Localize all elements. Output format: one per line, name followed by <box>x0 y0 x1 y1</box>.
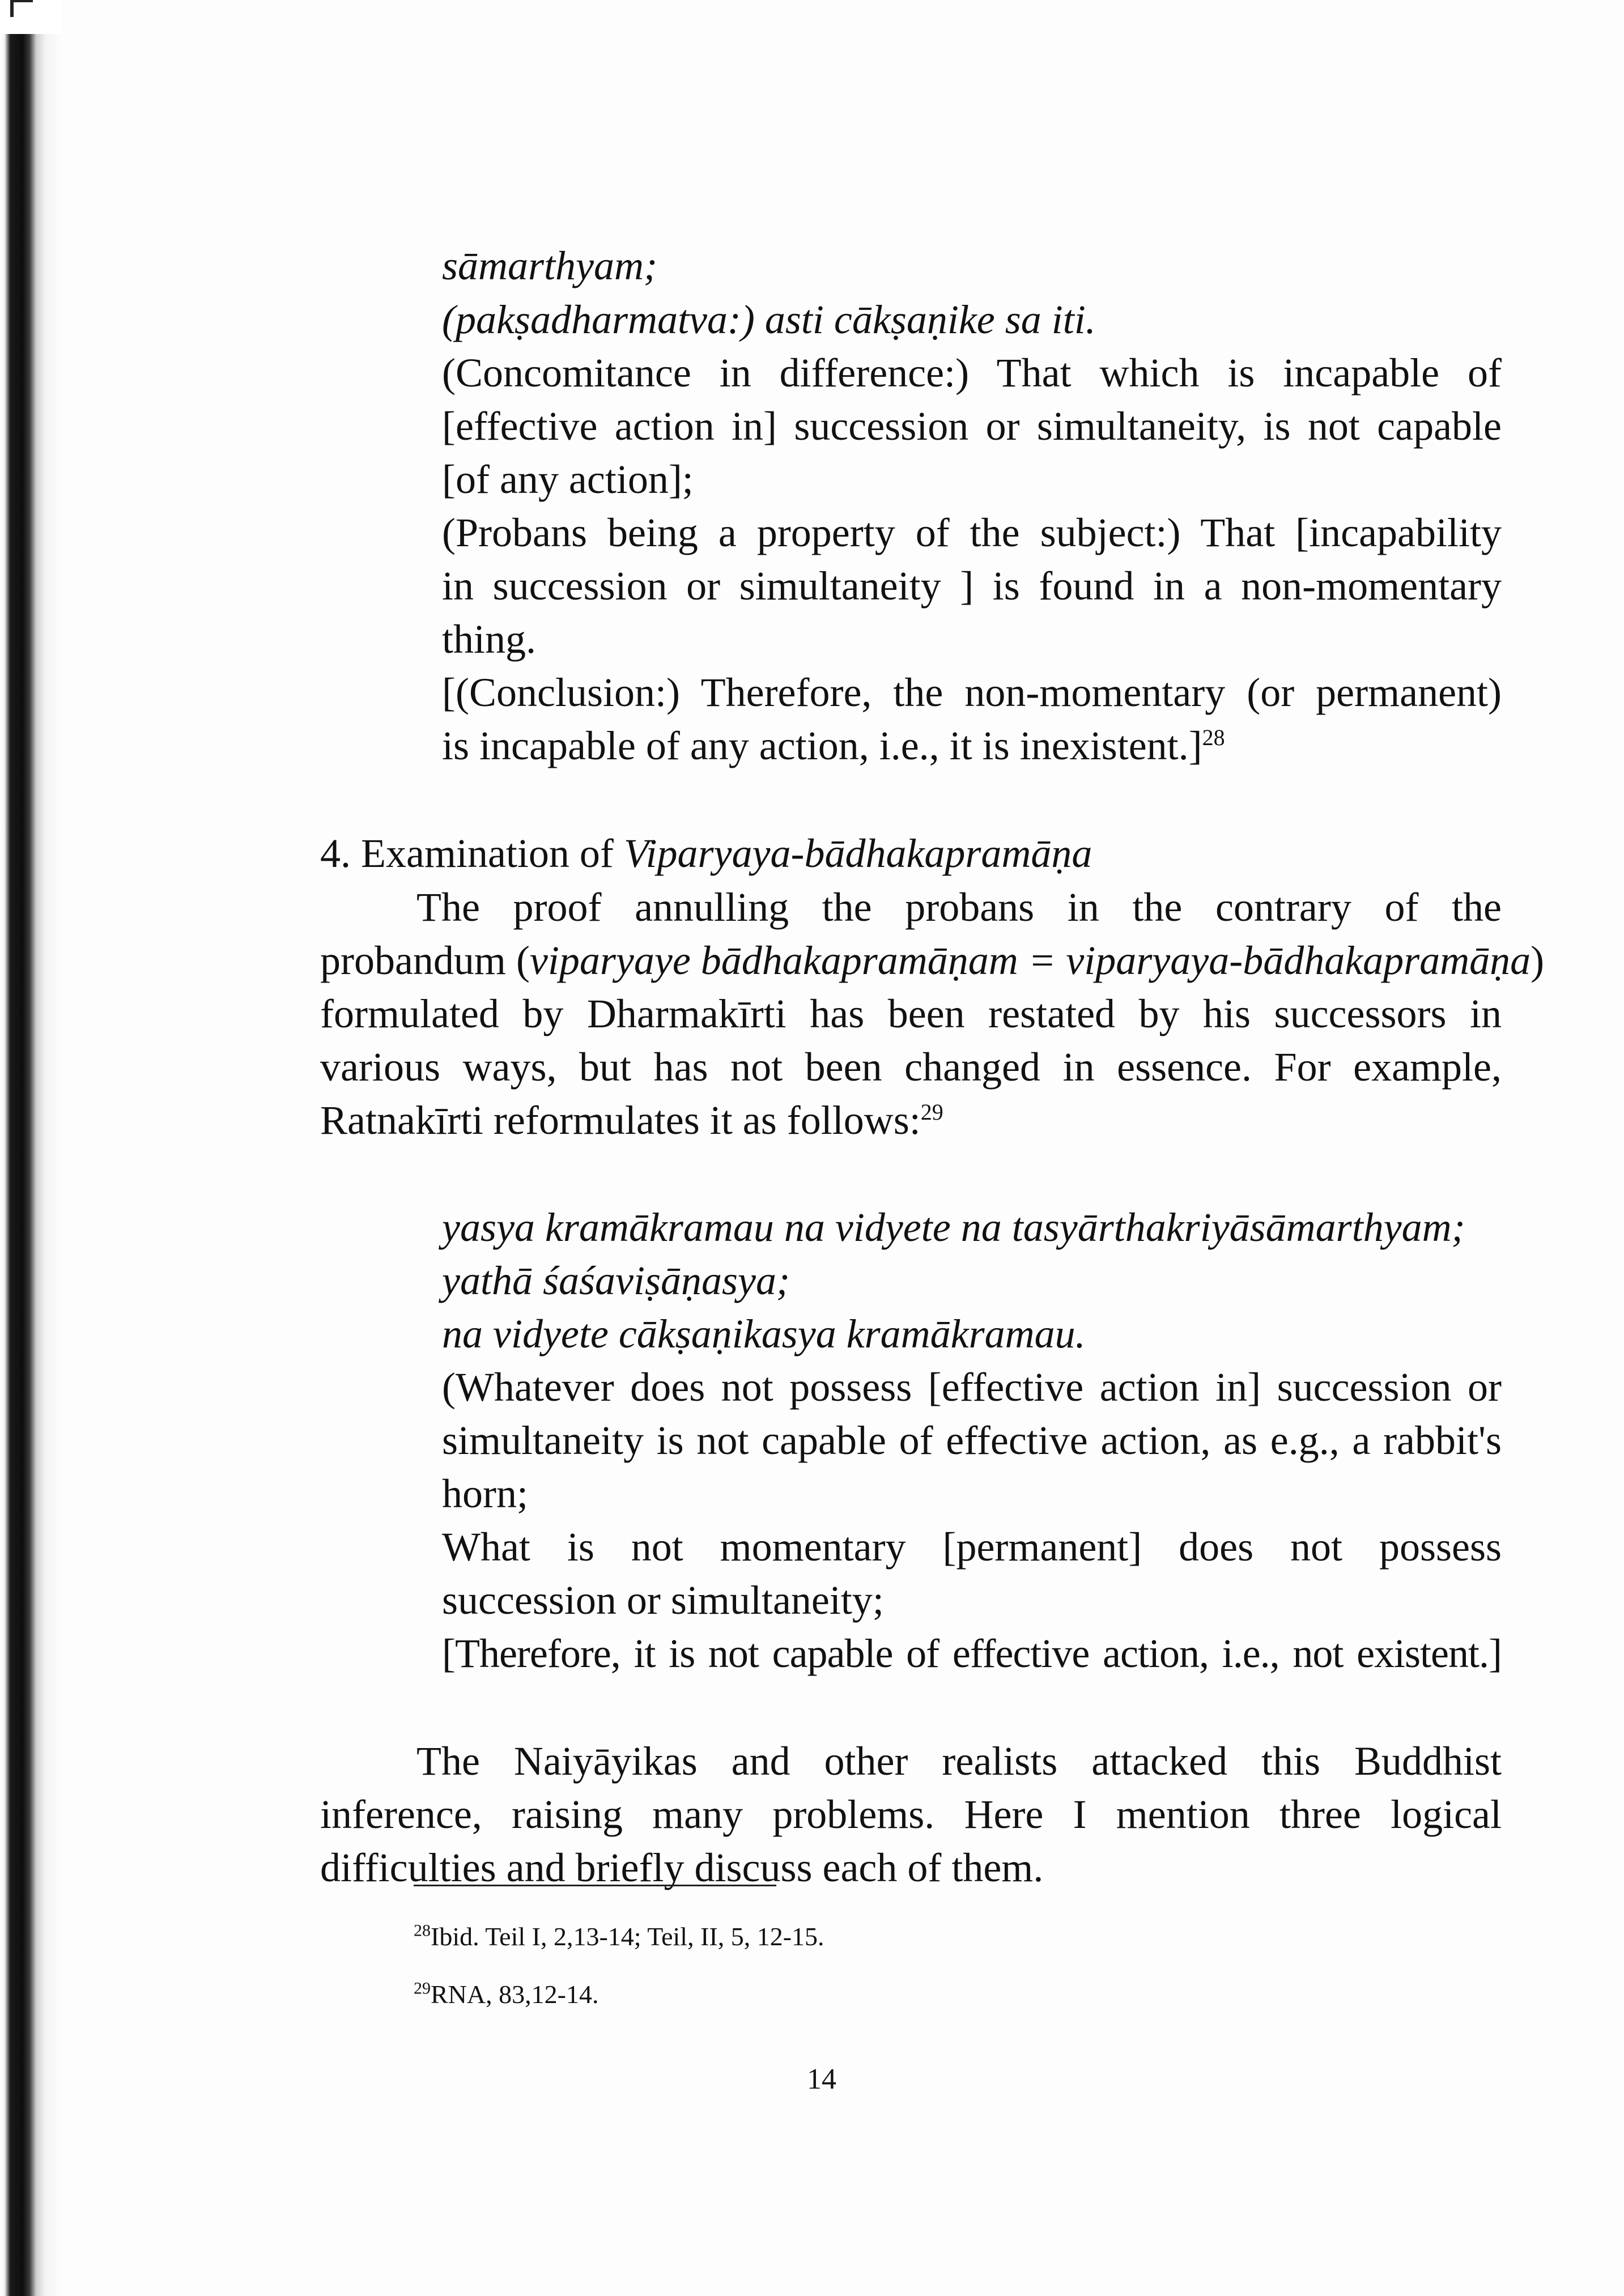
quote1-line-10-text: is incapable of any action, i.e., it is inexistent.] <box>442 723 1202 768</box>
quote2-line-3: na vidyete cākṣaṇikasya kramākramau. <box>442 1311 1086 1357</box>
para1-line-2-term: viparyaye bādhakapramāṇam = viparyaya-bādhakapramāṇa <box>529 938 1531 983</box>
footnote-ref-29: 29 <box>920 1099 943 1125</box>
para1-line-1: The proof annulling the probans in the contrary of the <box>416 885 1502 930</box>
quote2-line-8: succession or simultaneity; <box>442 1578 884 1623</box>
quote1-line-9: [(Conclusion:) Therefore, the non-momentary (or permanent) <box>442 670 1502 715</box>
quote1-line-3: (Concomitance in difference:) That which is incapable of <box>442 350 1502 396</box>
footnote-29 <box>414 1979 599 2009</box>
para2-line-3: difficulties and briefly discuss each of them. <box>320 1845 1044 1890</box>
section-heading <box>320 833 1092 874</box>
quote1-line-6: (Probans being a property of the subject:) That [incapability <box>442 510 1502 555</box>
footnote-28-text: Ibid. Teil I, 2,13-14; Teil, II, 5, 12-15. <box>431 1922 824 1951</box>
quote1-line-8: thing. <box>442 616 537 662</box>
para1-line-2-c: ) <box>1531 938 1545 983</box>
footnote-28 <box>414 1921 824 1951</box>
quote2-line-9: [Therefore, it is not capable of effective action, i.e., not existent.] <box>442 1631 1502 1676</box>
footnote-ref-28: 28 <box>1202 725 1225 750</box>
footnote-separator <box>414 1885 776 1886</box>
footnote-28-number: 28 <box>414 1921 431 1940</box>
quote1-line-1: sāmarthyam; <box>442 243 657 288</box>
para1-line-4: various ways, but has not been changed in essence. For example, <box>320 1044 1502 1090</box>
para2-line-2: inference, raising many problems. Here I mention three logical <box>320 1792 1502 1837</box>
quote2-line-4: (Whatever does not possess [effective action in] succession or <box>442 1364 1502 1410</box>
page-number: 14 <box>807 2063 836 2095</box>
para1-line-2-a: probandum ( <box>320 938 530 983</box>
scan-corner-mark <box>10 0 33 17</box>
quote1-line-5: [of any action]; <box>442 457 694 502</box>
quote2-line-2: yathā śaśaviṣāṇasya; <box>442 1258 790 1303</box>
footnote-29-number: 29 <box>414 1979 431 1998</box>
quote2-line-1: yasya kramākramau na vidyete na tasyārthakriyāsāmarthyam; <box>442 1205 1465 1250</box>
quote1-line-7: in succession or simultaneity ] is found in a non-momentary <box>442 563 1502 609</box>
quote1-line-4: [effective action in] succession or simultaneity, is not capable <box>442 403 1502 449</box>
section-heading-prefix: 4. Examination of <box>320 831 624 876</box>
quote1-line-2: (pakṣadharmatva:) asti cākṣaṇike sa iti. <box>442 297 1096 342</box>
quote2-line-6: horn; <box>442 1471 528 1516</box>
section-heading-term: Viparyaya-bādhakapramāṇa <box>623 831 1092 876</box>
para2-line-1: The Naiyāyikas and other realists attacked this Buddhist <box>416 1738 1502 1784</box>
para1-line-5 <box>320 1100 943 1141</box>
footnote-29-text: RNA, 83,12-14. <box>431 1980 599 2009</box>
para1-line-5-text: Ratnakīrti reformulates it as follows: <box>320 1098 921 1143</box>
quote2-line-7: What is not momentary [permanent] does not possess <box>442 1524 1502 1570</box>
scan-binding-shadow <box>0 0 62 2296</box>
quote2-line-5: simultaneity is not capable of effective action, as e.g., a rabbit's <box>442 1418 1502 1463</box>
para1-line-3: formulated by Dharmakīrti has been restated by his successors in <box>320 991 1502 1036</box>
para1-line-2 <box>320 938 1545 983</box>
quote1-line-10 <box>442 725 1225 766</box>
